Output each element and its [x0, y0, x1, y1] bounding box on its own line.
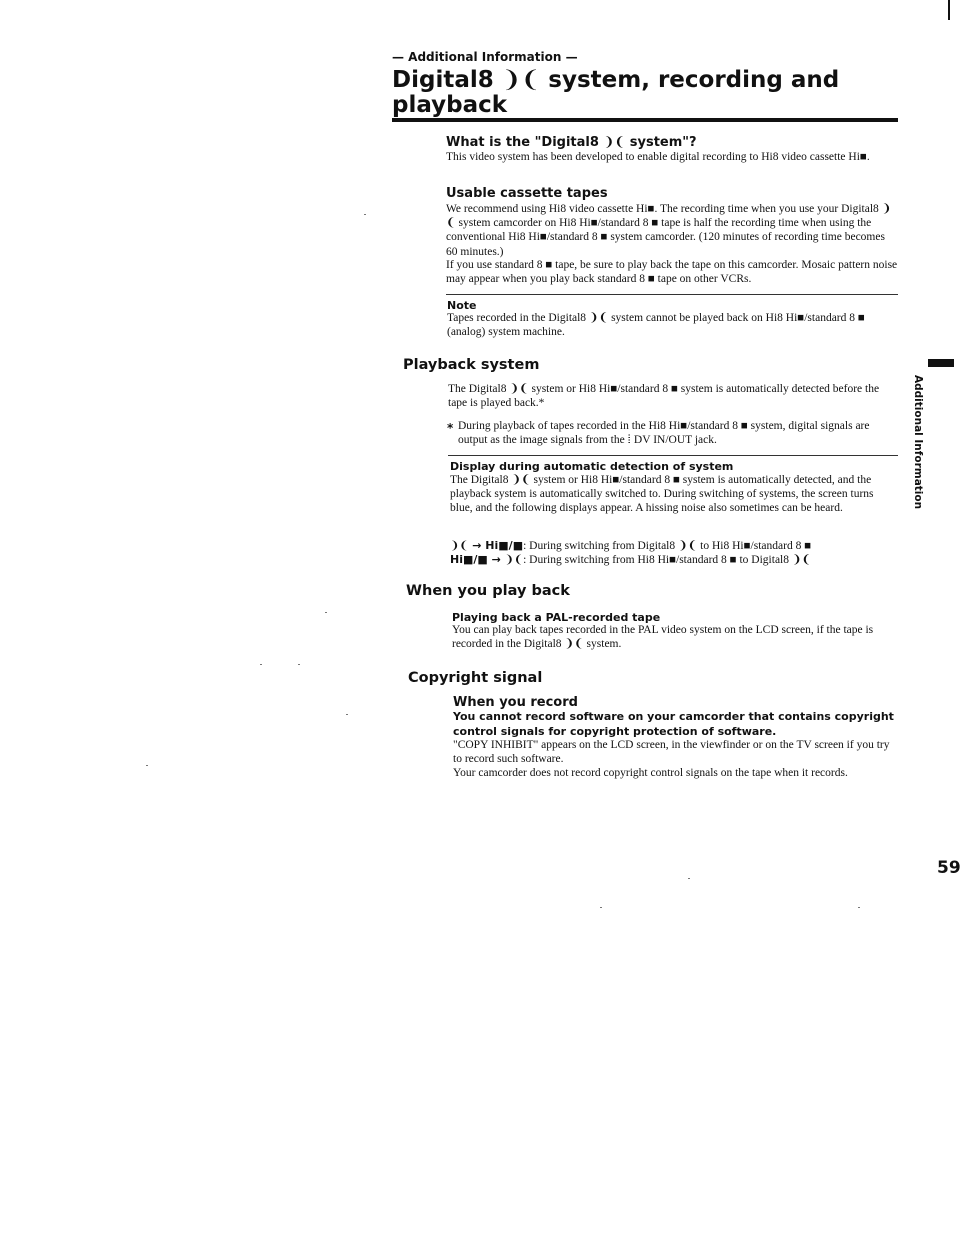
copyright-heading: Copyright signal [408, 670, 543, 686]
copy-inhibit-body: "COPY INHIBIT" appears on the LCD screen, in the viewfinder or on the TV screen if you try to record such software. [453, 739, 890, 766]
playback-system-body: The Digital8 ❩❨ system or Hi8 Hi■/standard 8 ■ system is automatically detected before the tape is played back.* [448, 383, 880, 410]
what-is-body: This video system has been developed to enable digital recording to Hi8 video cassette Hi■. [446, 151, 870, 163]
note-label: Note [447, 299, 477, 312]
switch-line-1 [450, 539, 898, 553]
display-detection-heading: Display during automatic detection of system [450, 460, 734, 473]
page-number: 59 [937, 858, 961, 878]
when-record-heading: When you record [453, 695, 578, 710]
switch-line-2 [450, 553, 898, 567]
playback-system-heading: Playback system [403, 357, 540, 373]
playback-footnote: During playback of tapes recorded in the Hi8 Hi■/standard 8 ■ system, digital signals are output as the image signals from the ⵂ DV IN/OUT jack. [458, 420, 870, 447]
switch-1-symbol: ❩❨ → Hi■/■ [450, 539, 524, 552]
side-tab-label: Additional Information [912, 375, 924, 510]
side-tab-bar [928, 359, 954, 367]
copyright-bold-body: You cannot record software on your camcorder that contains copyright control signals for copyright protection of software. [453, 710, 894, 738]
pal-playback-heading: Playing back a PAL-recorded tape [452, 611, 661, 624]
title-rule [392, 118, 898, 122]
scan-fleck [858, 907, 860, 908]
scan-fleck [146, 765, 148, 766]
what-is-heading: What is the "Digital8 ❩❨ system"? [446, 135, 697, 150]
copyright-tape-body: Your camcorder does not record copyright control signals on the tape when it records. [453, 767, 848, 779]
scan-fleck [600, 907, 602, 908]
scan-fleck [325, 612, 327, 613]
note-rule [446, 294, 898, 295]
note-body: Tapes recorded in the Digital8 ❩❨ system cannot be played back on Hi8 Hi■/standard 8 ■ (analog) system machine. [447, 312, 865, 339]
scan-fleck [364, 214, 366, 215]
scan-fleck [346, 714, 348, 715]
switch-2-text: : During switching from Hi8 Hi■/standard 8 ■ to Digital8 ❩❨ [523, 554, 812, 566]
usable-tapes-body-1: We recommend using Hi8 video cassette Hi■. The recording time when you use your Digital8 ❩❨ system camcorder on Hi8 Hi■/standard 8 ■ tape is half the recording time when using the conventional Hi8 Hi■/standard 8 ■ system camcorder. (120 minutes of recording time becomes 60 minutes.) [446, 203, 892, 258]
scan-fleck [260, 664, 262, 665]
footnote-asterisk-icon: * [447, 421, 454, 435]
switch-1-text: : During switching from Digital8 ❩❨ to Hi8 Hi■/standard 8 ■ [523, 540, 812, 552]
pal-playback-body: You can play back tapes recorded in the PAL video system on the LCD screen, if the tape is recorded in the Digital8 ❩❨ system. [452, 624, 874, 651]
usable-tapes-body-2: If you use standard 8 ■ tape, be sure to play back the tape on this camcorder. Mosaic pattern noise may appear when you play back standard 8 ■ tape on other VCRs. [446, 259, 898, 286]
page-title: Digital8 ❩❨ system, recording and playback [392, 67, 840, 118]
display-detection-body: The Digital8 ❩❨ system or Hi8 Hi■/standard 8 ■ system is automatically detected, and the playback system is automatically switched to. During switching of systems, the screen turns blue, and the following displays appear. A hissing noise also sometimes can be heard. [450, 474, 874, 515]
when-play-back-heading: When you play back [406, 583, 570, 599]
scan-fleck [298, 664, 300, 665]
display-detection-rule [448, 455, 898, 456]
scan-fleck [688, 878, 690, 879]
switch-2-symbol: Hi■/■ → ❩❨ [450, 553, 524, 566]
usable-tapes-heading: Usable cassette tapes [446, 186, 608, 201]
page-edge-mark [948, 0, 950, 20]
section-kicker: — Additional Information — [392, 50, 578, 64]
